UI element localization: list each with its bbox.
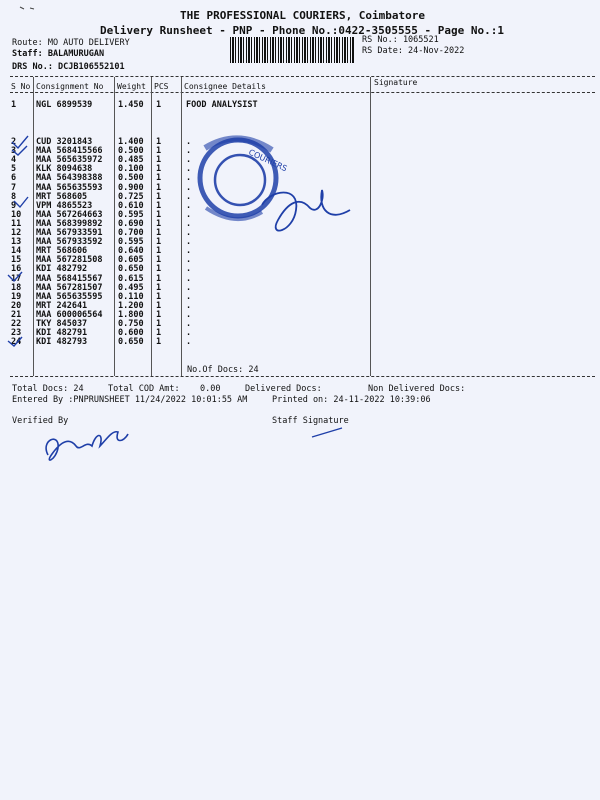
cell-consignment: MAA 565635972 (36, 155, 103, 166)
cell-pcs: 1 (156, 264, 162, 275)
cell-sno: 19 (11, 291, 22, 302)
cell-details: . (186, 182, 192, 193)
cell-weight: 0.500 (118, 146, 144, 157)
cell-details: . (186, 273, 192, 284)
cell-weight: 0.600 (118, 328, 144, 339)
cell-details: . (186, 300, 192, 311)
cell-sno: 11 (11, 218, 22, 229)
cell-consignment: MAA 567933591 (36, 228, 103, 238)
cell-pcs: 1 (156, 182, 162, 193)
non-delivered-docs: Non Delivered Docs: (368, 384, 466, 394)
cell-consignment: MRT 568606 (36, 246, 88, 257)
col-header-details: Consignee Details (184, 82, 266, 91)
cell-sno: 20 (11, 300, 22, 311)
cell-sno: 6 (11, 173, 17, 184)
cell-details: . (186, 255, 192, 266)
cell-pcs: 1 (156, 282, 162, 293)
cell-weight: 0.610 (118, 200, 144, 211)
cell-consignment: MRT 242641 (36, 300, 88, 311)
cell-pcs: 1 (156, 237, 162, 248)
printed-on: Printed on: 24-11-2022 10:39:06 (272, 395, 431, 405)
route-label: Route: MO AUTO DELIVERY (12, 38, 130, 48)
cell-sno: 2 (11, 137, 17, 147)
cell-sno: 5 (11, 164, 17, 175)
cell-sno: 14 (11, 246, 22, 257)
stamp-text: COURIERS (247, 147, 289, 174)
verified-by-label: Verified By (12, 416, 69, 426)
cell-details: . (186, 137, 192, 147)
recipient-signature (262, 190, 350, 231)
total-cod-value: 0.00 (200, 384, 221, 394)
delivered-docs: Delivered Docs: (245, 384, 322, 394)
cell-sno: 16 (11, 264, 22, 275)
cell-weight: 0.690 (118, 218, 144, 229)
cell-pcs: 1 (156, 337, 162, 348)
cell-details: . (186, 291, 192, 302)
cell-pcs: 1 (156, 155, 162, 166)
entered-by: Entered By :PNPRUNSHEET 11/24/2022 10:01:55 AM (12, 395, 248, 405)
cell-details: . (186, 309, 192, 320)
cell-details: . (186, 228, 192, 238)
cell-details: . (186, 209, 192, 220)
cell-weight: 1.200 (118, 300, 144, 311)
col-header-pcs: PCS (154, 82, 169, 91)
cell-pcs: 1 (156, 164, 162, 175)
cell-consignment: MAA 568415567 (36, 273, 103, 284)
cell-weight: 1.450 (118, 100, 144, 110)
cell-weight: 0.485 (118, 155, 144, 166)
cell-sno: 24 (11, 337, 22, 348)
cell-weight: 1.800 (118, 309, 144, 320)
cell-consignment: VPM 4865523 (36, 200, 93, 211)
staff-label: Staff: BALAMURUGAN (12, 49, 105, 59)
cell-weight: 0.605 (118, 255, 144, 266)
cell-pcs: 1 (156, 328, 162, 339)
cell-consignment: MAA 568399892 (36, 218, 103, 229)
cell-details: . (186, 164, 192, 175)
cell-details: . (186, 282, 192, 293)
cell-pcs: 1 (156, 191, 162, 202)
cell-pcs: 1 (156, 146, 162, 157)
verified-by-signature (46, 432, 128, 460)
cell-details: . (186, 155, 192, 166)
cell-weight: 0.595 (118, 237, 144, 248)
staff-signature-mark (312, 428, 342, 437)
cell-sno: 23 (11, 328, 22, 339)
cell-details: FOOD ANALYSIST (186, 100, 258, 110)
cell-sno: 7 (11, 182, 17, 193)
cell-sno: 4 (11, 155, 17, 166)
cell-pcs: 1 (156, 255, 162, 266)
cell-consignment: MRT 568605 (36, 191, 88, 202)
cell-consignment: KDI 482791 (36, 328, 88, 339)
cell-weight: 0.650 (118, 337, 144, 348)
total-cod-label: Total COD Amt: (108, 384, 180, 394)
cell-details: . (186, 237, 192, 248)
cell-pcs: 1 (156, 137, 162, 147)
cell-pcs: 1 (156, 246, 162, 257)
cell-weight: 0.615 (118, 273, 144, 284)
cell-consignment: MAA 600006564 (36, 309, 103, 320)
cell-consignment: KDI 482793 (36, 337, 88, 348)
cell-consignment: NGL 6899539 (36, 100, 93, 110)
cell-sno: 21 (11, 309, 22, 320)
cell-weight: 0.495 (118, 282, 144, 293)
cell-sno: 12 (11, 228, 22, 238)
cell-pcs: 1 (156, 173, 162, 184)
cell-sno: 10 (11, 209, 22, 220)
cell-weight: 0.100 (118, 164, 144, 175)
cell-details: . (186, 191, 192, 202)
col-header-sno: S No (11, 82, 31, 91)
cell-sno: 9 (11, 200, 17, 211)
cell-weight: 0.900 (118, 182, 144, 193)
cell-pcs: 1 (156, 209, 162, 220)
cell-details: . (186, 319, 192, 329)
total-docs: Total Docs: 24 (12, 384, 84, 394)
cell-weight: 0.700 (118, 228, 144, 238)
cell-sno: 3 (11, 146, 17, 157)
col-header-weight: Weight (117, 82, 146, 91)
company-title: THE PROFESSIONAL COURIERS, Coimbatore (180, 9, 426, 22)
cell-weight: 0.595 (118, 209, 144, 220)
cell-consignment: KDI 482792 (36, 264, 88, 275)
cell-weight: 0.110 (118, 291, 144, 302)
staff-signature-label: Staff Signature (272, 416, 349, 426)
col-header-signature: Signature (374, 78, 418, 87)
cell-sno: 13 (11, 237, 22, 248)
cell-pcs: 1 (156, 218, 162, 229)
cell-consignment: MAA 565635595 (36, 291, 103, 302)
cell-weight: 0.750 (118, 319, 144, 329)
cell-weight: 0.640 (118, 246, 144, 257)
cell-consignment: MAA 567264663 (36, 209, 103, 220)
cell-sno: 1 (11, 100, 17, 110)
rs-date: RS Date: 24-Nov-2022 (362, 46, 465, 56)
col-header-consignment: Consignment No (36, 82, 104, 91)
cell-consignment: KLK 8094638 (36, 164, 93, 175)
cell-details: . (186, 337, 192, 348)
drs-number: DRS No.: DCJB106552101 (12, 62, 125, 72)
cell-sno: 8 (11, 191, 17, 202)
cell-details: . (186, 173, 192, 184)
cell-pcs: 1 (156, 200, 162, 211)
cell-details: . (186, 264, 192, 275)
cell-consignment: MAA 567281507 (36, 282, 103, 293)
cell-pcs: 1 (156, 319, 162, 329)
cell-consignment: CUD 3201843 (36, 137, 93, 147)
cell-consignment: MAA 565635593 (36, 182, 103, 193)
cell-consignment: TKY 845037 (36, 319, 88, 329)
cell-sno: 18 (11, 282, 22, 293)
cell-details: . (186, 146, 192, 157)
cell-sno: 22 (11, 319, 22, 329)
cell-details: . (186, 328, 192, 339)
courier-stamp (200, 138, 288, 219)
cell-details: . (186, 218, 192, 229)
cell-weight: 0.650 (118, 264, 144, 275)
cell-pcs: 1 (156, 300, 162, 311)
runsheet-title: Delivery Runsheet - PNP - Phone No.:0422-3505555 - Page No.:1 (100, 24, 504, 37)
cell-consignment: MAA 564398388 (36, 173, 103, 184)
cell-details: . (186, 200, 192, 211)
no-of-docs: No.Of Docs: 24 (187, 365, 259, 375)
cell-details: . (186, 246, 192, 257)
rs-number: RS No.: 1065521 (362, 35, 439, 45)
cell-consignment: MAA 567933592 (36, 237, 103, 248)
stray-mark (20, 7, 34, 9)
tick-marks (8, 136, 28, 346)
cell-sno: 17 (11, 273, 22, 284)
cell-consignment: MAA 567281508 (36, 255, 103, 266)
cell-pcs: 1 (156, 273, 162, 284)
cell-weight: 0.500 (118, 173, 144, 184)
cell-weight: 0.725 (118, 191, 144, 202)
cell-pcs: 1 (156, 100, 162, 110)
cell-pcs: 1 (156, 228, 162, 238)
cell-sno: 15 (11, 255, 22, 266)
cell-consignment: MAA 568415566 (36, 146, 103, 157)
cell-pcs: 1 (156, 309, 162, 320)
cell-pcs: 1 (156, 291, 162, 302)
cell-weight: 1.400 (118, 137, 144, 147)
